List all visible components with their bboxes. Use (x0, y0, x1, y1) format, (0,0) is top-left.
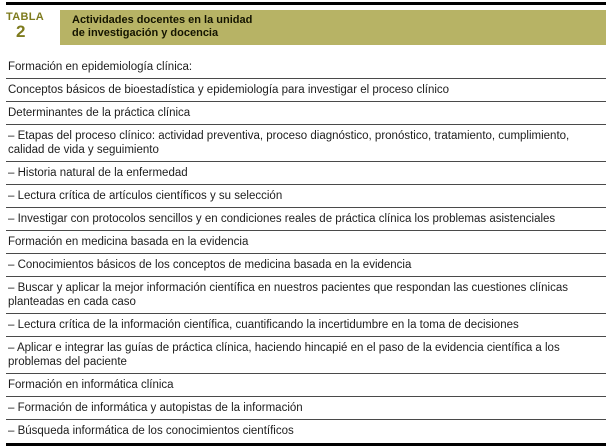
table-body (6, 56, 606, 442)
table-row: – Conocimientos básicos de los conceptos de medicina basada en la evidencia (6, 254, 606, 277)
table-label-column (6, 10, 60, 45)
table-row: – Investigar con protocolos sencillos y en condiciones reales de práctica clínica los problemas asistenciales (6, 208, 606, 231)
table-row: Conceptos básicos de bioestadística y epidemiología para investigar el proceso clínico (6, 79, 606, 102)
table-title-bar (60, 10, 606, 45)
table-title-line-2: de investigación y docencia (72, 27, 219, 39)
table-row: Formación en epidemiología clínica: (6, 56, 606, 79)
table-number: 2 (16, 22, 26, 41)
bottom-rule (6, 443, 606, 446)
table-row: – Lectura crítica de artículos científicos y su selección (6, 185, 606, 208)
table-row: Formación en informática clínica (6, 374, 606, 397)
table-header (6, 10, 606, 45)
table-row: – Etapas del proceso clínico: actividad preventiva, proceso diagnóstico, pronóstico, tratamiento, cumplimiento, calidad de vida y seguimiento (6, 125, 606, 162)
table-row: – Lectura crítica de la información científica, cuantificando la incertidumbre en la toma de decisiones (6, 314, 606, 337)
table-row: Determinantes de la práctica clínica (6, 102, 606, 125)
table-title-line-1: Actividades docentes en la unidad (72, 14, 253, 26)
table-label: TABLA (6, 11, 44, 23)
table-row: – Búsqueda informática de los conocimientos científicos (8, 425, 294, 437)
table-row: – Buscar y aplicar la mejor información científica en nuestros pacientes que respondan las cuestiones clínicas planteadas en cada caso (6, 277, 606, 314)
table-row: – Formación de informática y autopistas de la información (6, 397, 606, 420)
table-row: Formación en medicina basada en la evidencia (6, 231, 606, 254)
table-row: – Historia natural de la enfermedad (6, 162, 606, 185)
table-row: – Aplicar e integrar las guías de práctica clínica, haciendo hincapié en el paso de la evidencia científica a los problemas del paciente (6, 337, 606, 374)
top-rule (6, 2, 606, 5)
